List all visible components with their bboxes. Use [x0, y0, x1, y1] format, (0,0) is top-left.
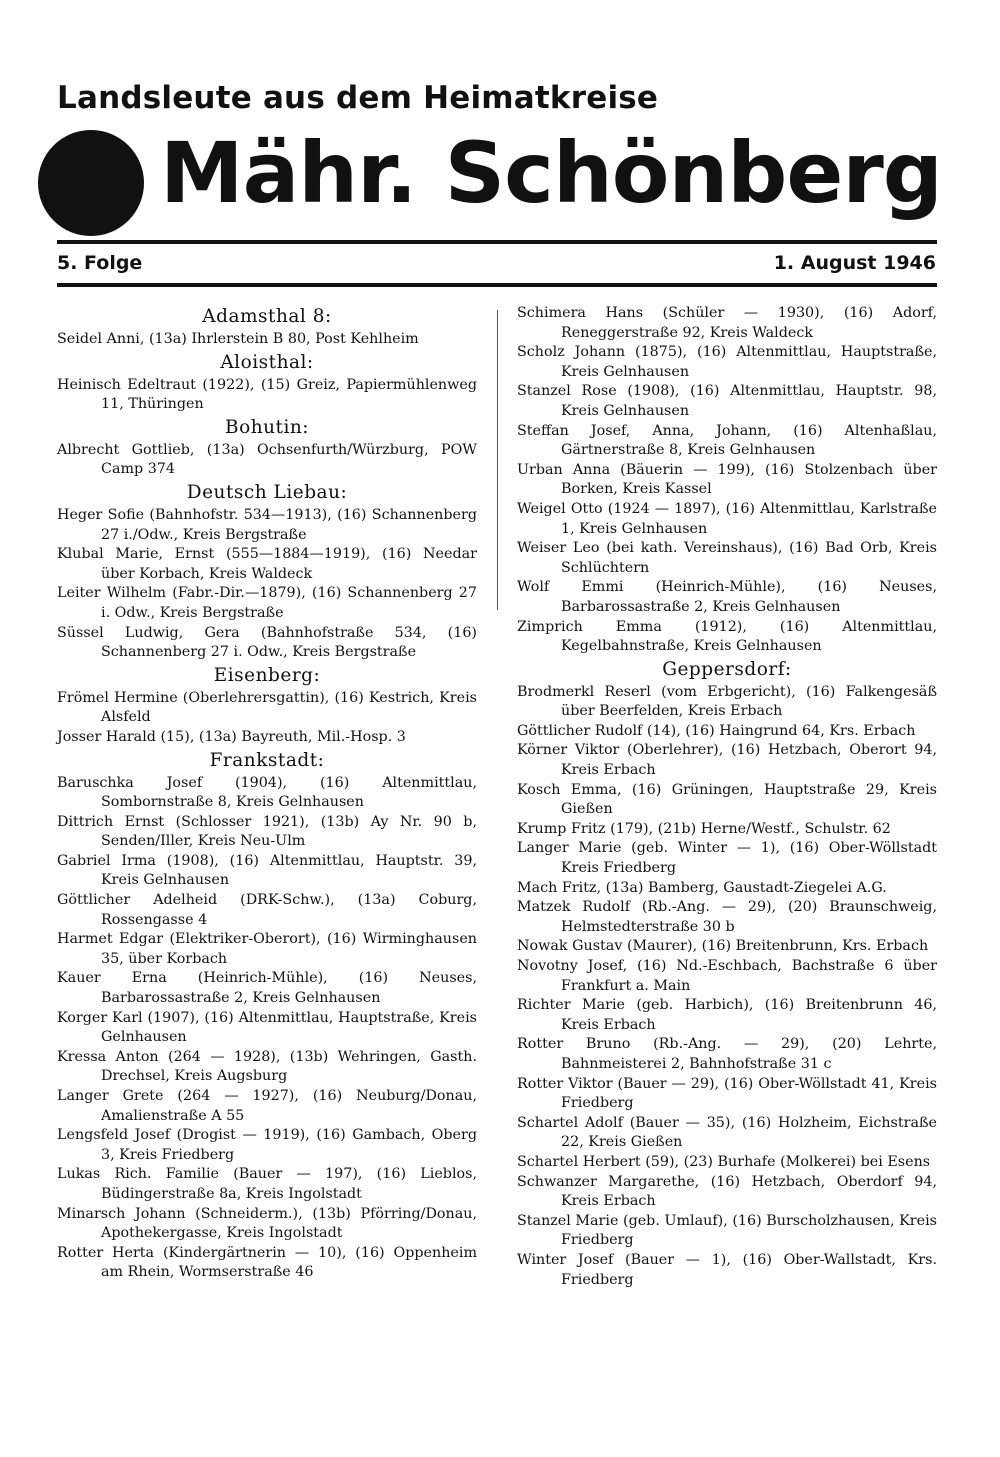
person-entry: Kauer Erna (Heinrich-Mühle), (16) Neuses, Barbarossastraße 2, Kreis Gelnhausen [57, 970, 477, 1007]
person-entry: Dittrich Ernst (Schlosser 1921), (13b) Ay Nr. 90 b, Senden/Iller, Kreis Neu-Ulm [57, 813, 477, 850]
person-entry: Frömel Hermine (Oberlehrersgattin), (16) Kestrich, Kreis Alsfeld [57, 689, 477, 726]
place-heading: Aloisthal: [220, 351, 314, 373]
masthead-title: Mähr. Schönberg [160, 124, 942, 222]
place-heading: Bohutin: [224, 416, 310, 438]
person-entry: Stanzel Marie (geb. Umlauf), (16) Burscholzhausen, Kreis Friedberg [517, 1212, 937, 1249]
person-entry: Weiser Leo (bei kath. Vereinshaus), (16) Bad Orb, Kreis Schlüchtern [517, 540, 937, 576]
column-divider [497, 310, 498, 610]
person-entry: Lukas Rich. Familie (Bauer — 197), (16) Lieblos, Büdingerstraße 8a, Kreis Ingolstadt [57, 1166, 477, 1202]
person-entry: Leiter Wilhelm (Fabr.-Dir.—1879), (16) Schannenberg 27 i. Odw., Kreis Bergstraße [57, 585, 477, 621]
person-entry: Novotny Josef, (16) Nd.-Eschbach, Bachstraße 6 über Frankfurt a. Main [517, 958, 937, 994]
person-entry: Matzek Rudolf (Rb.-Ang. — 29), (20) Braunschweig, Helmstedterstraße 30 b [517, 899, 937, 935]
person-entry: Weigel Otto (1924 — 1897), (16) Altenmittlau, Karlstraße 1, Kreis Gelnhausen [517, 500, 937, 537]
person-entry: Stanzel Rose (1908), (16) Altenmittlau, Hauptstr. 98, Kreis Gelnhausen [517, 383, 937, 419]
top-rule [57, 240, 937, 244]
person-entry: Josser Harald (15), (13a) Bayreuth, Mil.-Hosp. 3 [57, 728, 406, 745]
person-entry: Gabriel Irma (1908), (16) Altenmittlau, Hauptstr. 39, Kreis Gelnhausen [57, 852, 477, 889]
issue-number: 5. Folge [57, 252, 143, 274]
person-entry: Mach Fritz, (13a) Bamberg, Gaustadt-Ziegelei A.G. [517, 879, 887, 896]
person-entry: Rotter Viktor (Bauer — 29), (16) Ober-Wöllstadt 41, Kreis Friedberg [517, 1075, 937, 1112]
place-heading: Geppersdorf: [662, 658, 792, 680]
person-entry: Langer Marie (geb. Winter — 1), (16) Ober-Wöllstadt Kreis Friedberg [517, 840, 937, 877]
person-entry: Klubal Marie, Ernst (555—1884—1919), (16) Needar über Korbach, Kreis Waldeck [57, 546, 477, 582]
person-entry: Urban Anna (Bäuerin — 199), (16) Stolzenbach über Borken, Kreis Kassel [517, 461, 937, 498]
place-heading: Frankstadt: [209, 749, 325, 771]
person-entry: Harmet Edgar (Elektriker-Oberort), (16) Wirminghausen 35, über Korbach [57, 931, 477, 967]
person-entry: Richter Marie (geb. Harbich), (16) Breitenbrunn 46, Kreis Erbach [517, 997, 937, 1033]
person-entry: Göttlicher Rudolf (14), (16) Haingrund 64, Krs. Erbach [517, 722, 916, 739]
person-entry: Zimprich Emma (1912), (16) Altenmittlau, Kegelbahnstraße, Kreis Gelnhausen [517, 618, 937, 655]
person-entry: Krump Fritz (179), (21b) Herne/Westf., Schulstr. 62 [517, 820, 891, 837]
person-entry: Göttlicher Adelheid (DRK-Schw.), (13a) Coburg, Rossengasse 4 [57, 892, 477, 928]
person-entry: Scholz Johann (1875), (16) Altenmittlau, Hauptstraße, Kreis Gelnhausen [517, 344, 937, 380]
person-entry: Körner Viktor (Oberlehrer), (16) Hetzbach, Oberort 94, Kreis Erbach [517, 742, 937, 779]
person-entry: Heinisch Edeltraut (1922), (15) Greiz, Papiermühlenweg 11, Thüringen [57, 376, 477, 413]
person-entry: Albrecht Gottlieb, (13a) Ochsenfurth/Würzburg, POW Camp 374 [57, 441, 477, 478]
person-entry: Kressa Anton (264 — 1928), (13b) Wehringen, Gasth. Drechsel, Kreis Augsburg [57, 1048, 477, 1085]
place-heading: Eisenberg: [213, 664, 321, 686]
place-heading: Deutsch Liebau: [186, 481, 348, 503]
person-entry: Rotter Herta (Kindergärtnerin — 10), (16) Oppenheim am Rhein, Wormserstraße 46 [57, 1244, 477, 1281]
person-entry: Seidel Anni, (13a) Ihrlerstein B 80, Post Kehlheim [57, 331, 419, 347]
person-entry: Brodmerkl Reserl (vom Erbgericht), (16) Falkengesäß über Beerfelden, Kreis Erbach [517, 683, 937, 720]
bottom-rule [57, 283, 937, 287]
person-entry: Heger Sofie (Bahnhofstr. 534—1913), (16) Schannenberg 27 i./Odw., Kreis Bergstraße [57, 506, 477, 543]
person-entry: Schartel Herbert (59), (23) Burhafe (Molkerei) bei Esens [517, 1153, 931, 1170]
person-entry: Nowak Gustav (Maurer), (16) Breitenbrunn, Krs. Erbach [517, 938, 929, 955]
person-entry: Korger Karl (1907), (16) Altenmittlau, Hauptstraße, Kreis Gelnhausen [57, 1009, 477, 1046]
person-entry: Langer Grete (264 — 1927), (16) Neuburg/Donau, Amalienstraße A 55 [57, 1088, 477, 1124]
right-column [517, 304, 937, 1290]
person-entry: Schimera Hans (Schüler — 1930), (16) Adorf, Reneggerstraße 92, Kreis Waldeck [517, 305, 937, 341]
person-entry: Winter Josef (Bauer — 1), (16) Ober-Wallstadt, Krs. Friedberg [517, 1251, 937, 1288]
person-entry: Steffan Josef, Anna, Johann, (16) Altenhaßlau, Gärtnerstraße 8, Kreis Gelnhausen [517, 422, 937, 459]
person-entry: Wolf Emmi (Heinrich-Mühle), (16) Neuses, Barbarossastraße 2, Kreis Gelnhausen [517, 579, 937, 615]
issue-date: 1. August 1946 [773, 252, 936, 274]
person-entry: Minarsch Johann (Schneiderm.), (13b) Pförring/Donau, Apothekergasse, Kreis Ingolstadt [57, 1205, 477, 1242]
person-entry: Baruschka Josef (1904), (16) Altenmittlau, Sombornstraße 8, Kreis Gelnhausen [57, 774, 477, 811]
place-heading: Adamsthal 8: [202, 306, 332, 327]
person-entry: Schwanzer Margarethe, (16) Hetzbach, Oberdorf 94, Kreis Erbach [517, 1173, 937, 1210]
person-entry: Süssel Ludwig, Gera (Bahnhofstraße 534, (16) Schannenberg 27 i. Odw., Kreis Bergstraße [57, 624, 477, 661]
left-column [57, 304, 477, 1283]
masthead-dot-icon [38, 130, 144, 236]
person-entry: Rotter Bruno (Rb.-Ang. — 29), (20) Lehrte, Bahnmeisterei 2, Bahnhofstraße 31 c [517, 1036, 937, 1072]
person-entry: Kosch Emma, (16) Grüningen, Hauptstraße 29, Kreis Gießen [517, 781, 937, 818]
masthead-kicker: Landsleute aus dem Heimatkreise [57, 80, 659, 116]
person-entry: Lengsfeld Josef (Drogist — 1919), (16) Gambach, Oberg 3, Kreis Friedberg [57, 1127, 477, 1163]
person-entry: Schartel Adolf (Bauer — 35), (16) Holzheim, Eichstraße 22, Kreis Gießen [517, 1114, 937, 1151]
